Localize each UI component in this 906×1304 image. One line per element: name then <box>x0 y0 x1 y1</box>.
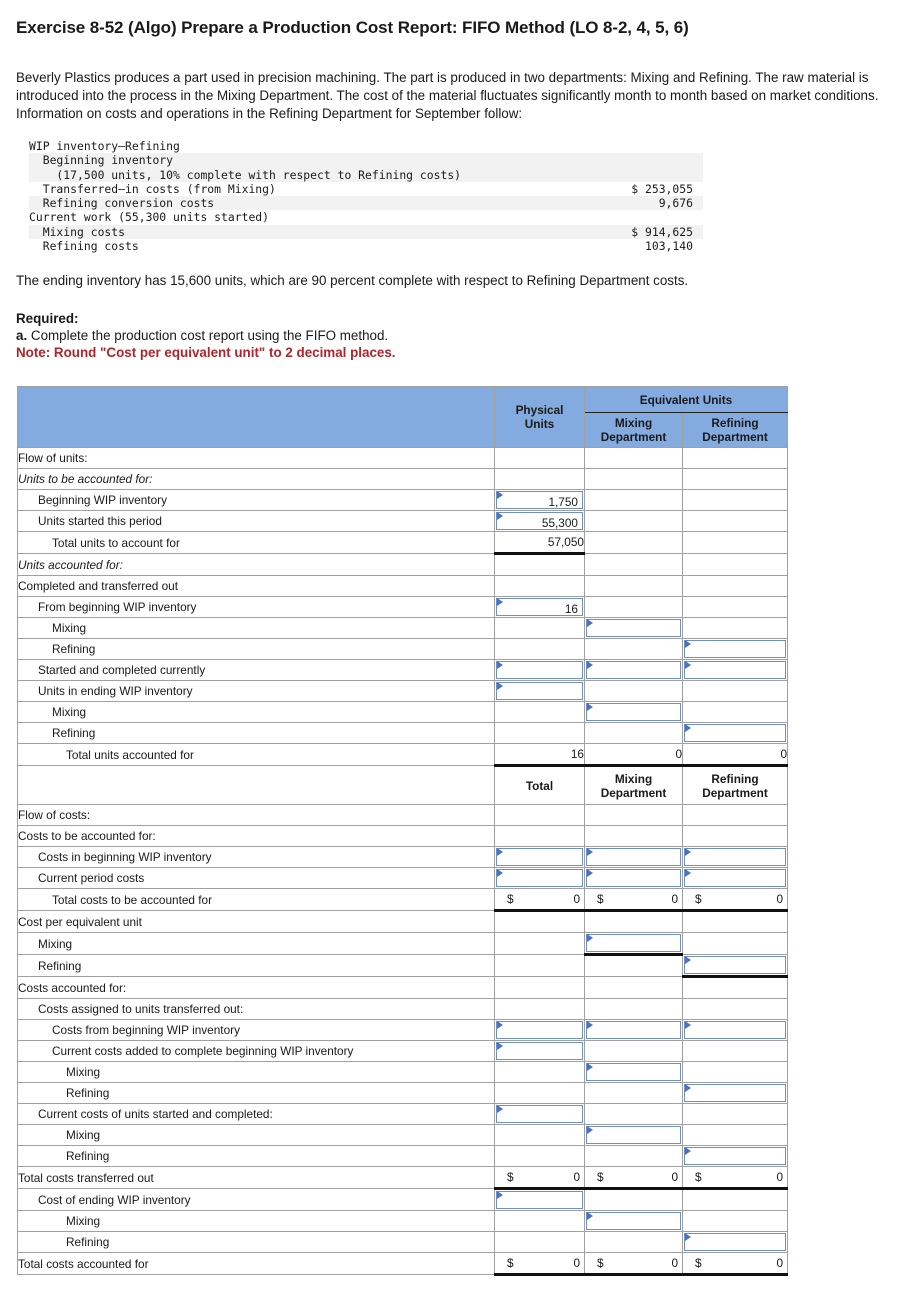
table-row <box>18 469 788 490</box>
row-label: Total costs transferred out <box>18 1167 495 1189</box>
total-transferred-refining: $ 0 <box>683 1167 788 1189</box>
header-physical-units: Physical Units <box>495 387 585 448</box>
row-label: From beginning WIP inventory <box>18 597 495 618</box>
row-label: Mixing <box>18 933 495 955</box>
current-added-mixing-input[interactable] <box>585 1062 683 1083</box>
ending-wip-cost-refining-input[interactable] <box>683 1232 788 1253</box>
total-transferred-total: $ 0 <box>495 1167 585 1189</box>
table-row <box>18 911 788 933</box>
beginning-wip-physical-input[interactable]: 1,750 <box>495 490 585 511</box>
table-row <box>18 805 788 826</box>
row-label: Refining <box>18 639 495 660</box>
costs-bwip-mixing-input[interactable] <box>585 847 683 868</box>
ending-inventory-text: The ending inventory has 15,600 units, which are 90 percent complete with respect to Refining Department costs. <box>16 273 689 288</box>
given-line: Refining conversion costs 9,676 <box>29 196 703 210</box>
ending-wip-mixing-eu-input[interactable] <box>585 702 683 723</box>
row-label: Refining <box>18 723 495 744</box>
total-units-to-account-value: 57,050 <box>495 532 585 554</box>
given-line: (17,500 units, 10% complete with respect to Refining costs) <box>29 168 703 182</box>
row-label: Mixing <box>18 1062 495 1083</box>
row-label: Costs assigned to units transferred out: <box>18 999 495 1020</box>
total-units-accounted-mixing: 0 <box>585 744 683 766</box>
table-row <box>18 511 788 532</box>
header-blank <box>18 387 495 448</box>
row-label: Refining <box>18 1146 495 1167</box>
from-bwip-cost-total-input[interactable] <box>495 1020 585 1041</box>
header-refining-department: Refining Department <box>683 413 788 448</box>
table-row <box>18 889 788 911</box>
total-costs-to-account-mixing: $ 0 <box>585 889 683 911</box>
row-label: Units accounted for: <box>18 554 495 576</box>
table-row <box>18 868 788 889</box>
exercise-title: Exercise 8-52 (Algo) Prepare a Production Cost Report: FIFO Method (LO 8-2, 4, 5, 6) <box>16 18 689 37</box>
current-period-total-input[interactable] <box>495 868 585 889</box>
given-line: Mixing costs $ 914,625 <box>29 225 703 239</box>
total-transferred-mixing: $ 0 <box>585 1167 683 1189</box>
given-data-block <box>29 139 703 253</box>
costs-bwip-total-input[interactable] <box>495 847 585 868</box>
row-label: Cost per equivalent unit <box>18 911 495 933</box>
costs-bwip-refining-input[interactable] <box>683 847 788 868</box>
required-heading: Required: <box>16 311 79 326</box>
ending-wip-cost-mixing-input[interactable] <box>585 1211 683 1232</box>
from-bwip-mixing-eu-input[interactable] <box>585 618 683 639</box>
table-row <box>18 660 788 681</box>
units-started-physical-input[interactable]: 55,300 <box>495 511 585 532</box>
table-row <box>18 639 788 660</box>
row-label: Units started this period <box>18 511 495 532</box>
started-completed-cost-total-input[interactable] <box>495 1104 585 1125</box>
table-row <box>18 448 788 469</box>
started-completed-cost-mixing-input[interactable] <box>585 1125 683 1146</box>
row-label: Started and completed currently <box>18 660 495 681</box>
header-cost-refining-department: Refining Department <box>683 766 788 805</box>
row-label: Refining <box>18 955 495 977</box>
given-line: Current work (55,300 units started) <box>29 210 270 225</box>
row-label: Refining <box>18 1083 495 1104</box>
total-costs-accounted-total: $ 0 <box>495 1253 585 1275</box>
total-costs-accounted-refining: $ 0 <box>683 1253 788 1275</box>
from-bwip-physical-input[interactable]: 16 <box>495 597 585 618</box>
intro-paragraph: Beverly Plastics produces a part used in precision machining. The part is produced in two departments: Mixing and Refining. The raw material is introduced into the process in the Mixing Department. The cost of the material fluctuates significantly month to month based on market conditions. Information on costs and operations in the Refining Department for September follow: <box>16 70 879 122</box>
current-period-refining-input[interactable] <box>683 868 788 889</box>
started-completed-cost-refining-input[interactable] <box>683 1146 788 1167</box>
table-row <box>18 702 788 723</box>
table-row <box>18 1083 788 1104</box>
given-line: Beginning inventory <box>29 153 703 167</box>
table-row <box>18 618 788 639</box>
table-row <box>18 977 788 999</box>
given-line: Refining costs 103,140 <box>29 239 693 254</box>
given-line: WIP inventory—Refining <box>29 139 180 153</box>
row-label: Completed and transferred out <box>18 576 495 597</box>
table-row <box>18 532 788 554</box>
row-label: Cost of ending WIP inventory <box>18 1189 495 1211</box>
table-row <box>18 1232 788 1253</box>
total-costs-accounted-mixing: $ 0 <box>585 1253 683 1275</box>
table-row <box>18 1211 788 1232</box>
table-row <box>18 1125 788 1146</box>
table-row <box>18 1020 788 1041</box>
from-bwip-cost-refining-input[interactable] <box>683 1020 788 1041</box>
rounding-note: Note: Round "Cost per equivalent unit" to 2 decimal places. <box>16 345 396 360</box>
table-row <box>18 999 788 1020</box>
started-completed-physical-input[interactable] <box>495 660 585 681</box>
from-bwip-refining-eu-input[interactable] <box>683 639 788 660</box>
started-completed-refining-eu-input[interactable] <box>683 660 788 681</box>
row-label: Costs from beginning WIP inventory <box>18 1020 495 1041</box>
table-row <box>18 576 788 597</box>
table-row <box>18 1146 788 1167</box>
table-row <box>18 554 788 576</box>
current-added-refining-input[interactable] <box>683 1083 788 1104</box>
table-row <box>18 490 788 511</box>
from-bwip-cost-mixing-input[interactable] <box>585 1020 683 1041</box>
table-row <box>18 681 788 702</box>
cpeu-refining-input[interactable] <box>683 955 788 977</box>
part-label: a. <box>16 328 28 343</box>
row-label: Costs to be accounted for: <box>18 826 495 847</box>
ending-wip-physical-input[interactable] <box>495 681 585 702</box>
production-cost-report <box>17 386 788 1276</box>
row-label: Total units to account for <box>18 532 495 554</box>
ending-wip-cost-total-input[interactable] <box>495 1189 585 1211</box>
table-row <box>18 1062 788 1083</box>
given-line: Transferred—in costs (from Mixing) $ 253,055 <box>29 181 693 196</box>
row-label: Units to be accounted for: <box>18 469 495 490</box>
row-label: Units in ending WIP inventory <box>18 681 495 702</box>
header-equivalent-units: Equivalent Units <box>585 387 788 413</box>
cpeu-mixing-input[interactable] <box>585 933 683 955</box>
header-cost-mixing-department: Mixing Department <box>585 766 683 805</box>
table-row <box>18 1041 788 1062</box>
table-row <box>18 826 788 847</box>
started-completed-mixing-eu-input[interactable] <box>585 660 683 681</box>
part-text: Complete the production cost report using the FIFO method. <box>27 328 389 343</box>
total-costs-to-account-refining: $ 0 <box>683 889 788 911</box>
row-label: Costs in beginning WIP inventory <box>18 847 495 868</box>
table-row <box>18 1167 788 1189</box>
row-label: Mixing <box>18 1211 495 1232</box>
header-mixing-department: Mixing Department <box>585 413 683 448</box>
table-row <box>18 723 788 744</box>
row-label: Current costs of units started and completed: <box>18 1104 495 1125</box>
table-row <box>18 1189 788 1211</box>
total-units-accounted-physical: 16 <box>495 744 585 766</box>
row-label: Current period costs <box>18 868 495 889</box>
row-label: Mixing <box>18 618 495 639</box>
table-row <box>18 597 788 618</box>
row-label: Total units accounted for <box>18 744 495 766</box>
total-units-accounted-refining: 0 <box>683 744 788 766</box>
header-total: Total <box>495 766 585 805</box>
table-row <box>18 1253 788 1275</box>
cost-header-row <box>18 766 788 805</box>
table-row <box>18 955 788 977</box>
total-costs-to-account-total: $ 0 <box>495 889 585 911</box>
row-label: Total costs to be accounted for <box>18 889 495 911</box>
ending-wip-refining-eu-input[interactable] <box>683 723 788 744</box>
row-label: Costs accounted for: <box>18 977 495 999</box>
table-row <box>18 744 788 766</box>
row-label: Flow of costs: <box>18 805 495 826</box>
row-label: Total costs accounted for <box>18 1253 495 1275</box>
row-label: Beginning WIP inventory <box>18 490 495 511</box>
row-label: Flow of units: <box>18 448 495 469</box>
table-row <box>18 933 788 955</box>
row-label: Current costs added to complete beginning WIP inventory <box>18 1041 495 1062</box>
row-label: Mixing <box>18 702 495 723</box>
current-added-total-input[interactable] <box>495 1041 585 1062</box>
required-section <box>16 310 396 361</box>
table-row <box>18 1104 788 1125</box>
row-label: Refining <box>18 1232 495 1253</box>
current-period-mixing-input[interactable] <box>585 868 683 889</box>
table-row <box>18 847 788 868</box>
row-label: Mixing <box>18 1125 495 1146</box>
